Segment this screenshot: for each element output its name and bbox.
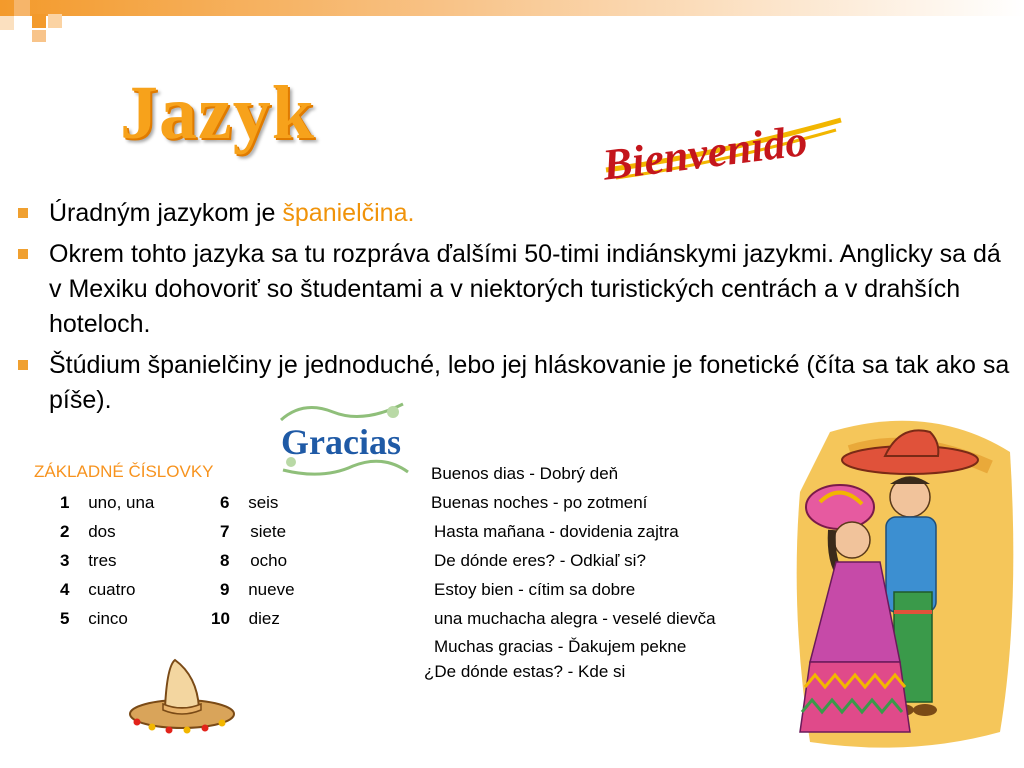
numerals-title: ZÁKLADNÉ ČÍSLOVKY <box>34 462 214 481</box>
phrase-line: Buenos dias - Dobrý deň <box>431 464 619 483</box>
numeral-row: 6 seis <box>220 493 279 512</box>
numeral-row: 10 diez <box>211 609 280 628</box>
numeral-row: 3 tres <box>60 551 117 570</box>
numeral-row: 4 cuatro <box>60 580 136 599</box>
phrase-line: Buenas noches - po zotmení <box>431 493 648 512</box>
phrase-line: Hasta mañana - dovidenia zajtra <box>434 522 679 541</box>
svg-text:Gracias: Gracias <box>281 422 401 462</box>
numeral-row: 7 siete <box>220 522 287 541</box>
numeral-row: 8 ocho <box>220 551 288 570</box>
numeral-row: 9 nueve <box>220 580 295 599</box>
bullet-marker <box>18 360 28 370</box>
bullet-item: Okrem tohto jazyka sa tu rozpráva ďalšími 50-timi indiánskymi jazykmi. Anglicky sa dá v Mexiku dohovoriť so študentami a v niektorých turistických centrách a v drahších hoteloch. <box>18 237 1018 342</box>
bullet-list <box>18 196 1018 424</box>
phrase-line: Muchas gracias - Ďakujem pekne <box>434 637 687 656</box>
sombrero-icon <box>127 656 237 736</box>
phrase-line: una muchacha alegra - veselé dievča <box>434 609 716 628</box>
gracias-logo <box>273 400 413 480</box>
numeral-row: 1 uno, una <box>60 493 155 512</box>
numeral-row: 5 cinco <box>60 609 128 628</box>
bullet-marker <box>18 249 28 259</box>
bienvenido-logo <box>596 100 851 190</box>
bullet-item: Úradným jazykom je španielčina. <box>18 196 1018 231</box>
phrase-line: Estoy bien - cítim sa dobre <box>434 580 636 599</box>
svg-text:Bienvenido: Bienvenido <box>600 116 810 190</box>
bullet-item: Štúdium španielčiny je jednoduché, lebo jej hláskovanie je fonetické (číta sa tak ako sa píše). <box>18 348 1018 418</box>
phrase-line: ¿De dónde estas? - Kde si <box>424 662 626 681</box>
header-decoration <box>0 0 1024 42</box>
phrase-line: De dónde eres? - Odkiaľ si? <box>434 551 646 570</box>
bullet-marker <box>18 208 28 218</box>
page-title: Jazyk <box>120 71 315 155</box>
mexican-kids-illustration <box>790 412 1018 762</box>
numeral-row: 2 dos <box>60 522 116 541</box>
